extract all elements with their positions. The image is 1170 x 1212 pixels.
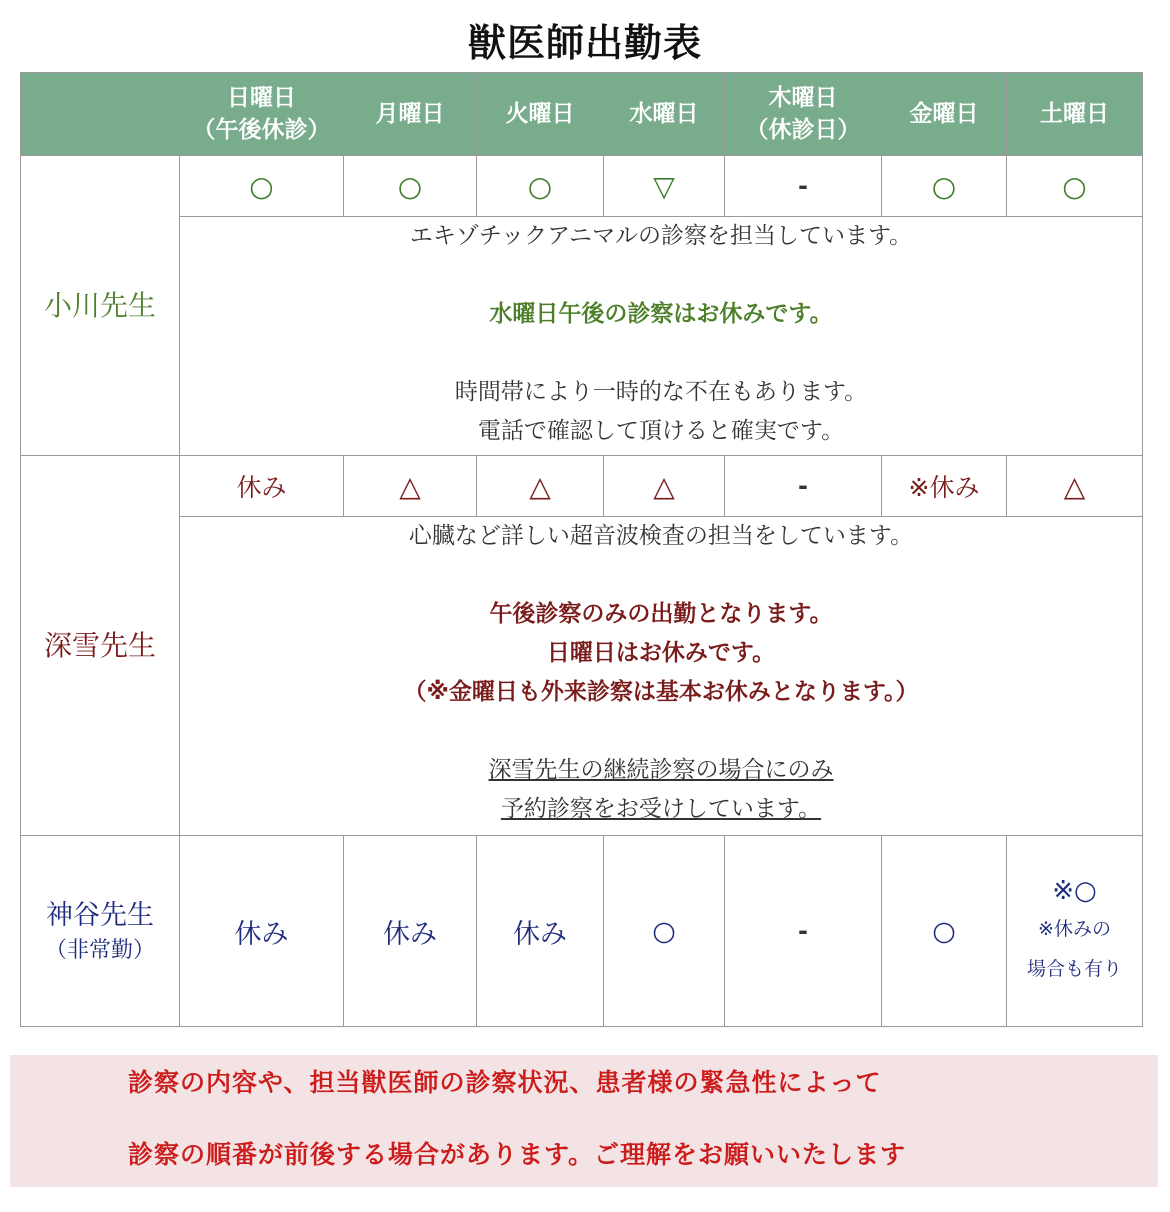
doctor-notes-ogawa <box>180 217 1143 456</box>
schedule-cell-saturday <box>1007 836 1143 1027</box>
note-line: エキゾチックアニマルの診察を担当しています。 <box>409 223 913 249</box>
schedule-cell: △ <box>1007 456 1143 517</box>
note-line <box>180 556 1142 595</box>
header-wednesday: 水曜日 <box>604 73 725 156</box>
notice-line-2: 診察の順番が前後する場合があります。ご理解をお願いいたします <box>128 1140 907 1169</box>
miyuki-notes-row <box>21 517 1143 836</box>
note-line-underlined: 予約診察をお受けしています。 <box>500 796 822 822</box>
kamiya-schedule-row <box>21 836 1143 1027</box>
schedule-cell: 休み <box>180 836 344 1027</box>
page-title: 獣医師出勤表 <box>467 21 702 65</box>
schedule-cell: ○ <box>180 156 344 217</box>
schedule-table <box>20 72 1143 1027</box>
schedule-cell: ▽ <box>604 156 725 217</box>
schedule-cell: - <box>725 836 882 1027</box>
note-line-highlight: 水曜日午後の診察はお休みです。 <box>489 301 833 327</box>
schedule-cell: ○ <box>882 156 1007 217</box>
schedule-cell: 休み <box>344 836 477 1027</box>
schedule-symbol: ※○ <box>1052 876 1097 906</box>
doctor-name-ogawa: 小川先生 <box>21 156 180 456</box>
schedule-cell: ○ <box>344 156 477 217</box>
note-line <box>180 334 1142 373</box>
schedule-cell: 休み <box>477 836 604 1027</box>
notice-box <box>10 1055 1158 1187</box>
note-line-underlined: 深雪先生の継続診察の場合にのみ <box>488 757 834 783</box>
doctor-name-miyuki: 深雪先生 <box>21 456 180 836</box>
saturday-note: ※休みの <box>1038 918 1111 940</box>
schedule-cell: ○ <box>604 836 725 1027</box>
header-row <box>21 73 1143 156</box>
note-line-highlight: （※金曜日も外来診察は基本お休みとなります。） <box>403 679 919 705</box>
doctor-name-kamiya <box>21 836 180 1027</box>
note-line-highlight: 日曜日はお休みです。 <box>546 640 776 666</box>
schedule-cell: △ <box>477 456 604 517</box>
ogawa-notes-row <box>21 217 1143 456</box>
schedule-cell: - <box>725 456 882 517</box>
note-line: 時間帯により一時的な不在もあります。 <box>454 379 868 405</box>
schedule-cell: △ <box>344 456 477 517</box>
schedule-cell: - <box>725 156 882 217</box>
header-sunday: 日曜日 （午後休診） <box>180 73 344 156</box>
header-corner <box>21 73 180 156</box>
notice-line-1: 診察の内容や、担当獣医師の診察状況、患者様の緊急性によって <box>128 1068 882 1097</box>
note-line: 心臓など詳しい超音波検査の担当をしています。 <box>408 523 914 549</box>
note-line <box>180 712 1142 751</box>
schedule-cell: ○ <box>1007 156 1143 217</box>
note-line: 電話で確認して頂けると確実です。 <box>477 418 845 444</box>
header-friday: 金曜日 <box>882 73 1007 156</box>
note-line <box>180 256 1142 295</box>
schedule-cell: △ <box>604 456 725 517</box>
schedule-cell: ○ <box>477 156 604 217</box>
saturday-note: 場合も有り <box>1026 958 1122 980</box>
header-monday: 月曜日 <box>344 73 477 156</box>
note-line-highlight: 午後診察のみの出勤となります。 <box>489 601 833 627</box>
schedule-cell: ※休み <box>882 456 1007 517</box>
header-tuesday: 火曜日 <box>477 73 604 156</box>
ogawa-schedule-row <box>21 156 1143 217</box>
schedule-cell: 休み <box>180 456 344 517</box>
header-thursday: 木曜日 （休診日） <box>725 73 882 156</box>
header-saturday: 土曜日 <box>1007 73 1143 156</box>
miyuki-schedule-row <box>21 456 1143 517</box>
doctor-name-text: 神谷先生 <box>46 900 154 931</box>
doctor-name-sub: （非常勤） <box>44 938 155 963</box>
schedule-cell: ○ <box>882 836 1007 1027</box>
doctor-notes-miyuki <box>180 517 1143 836</box>
